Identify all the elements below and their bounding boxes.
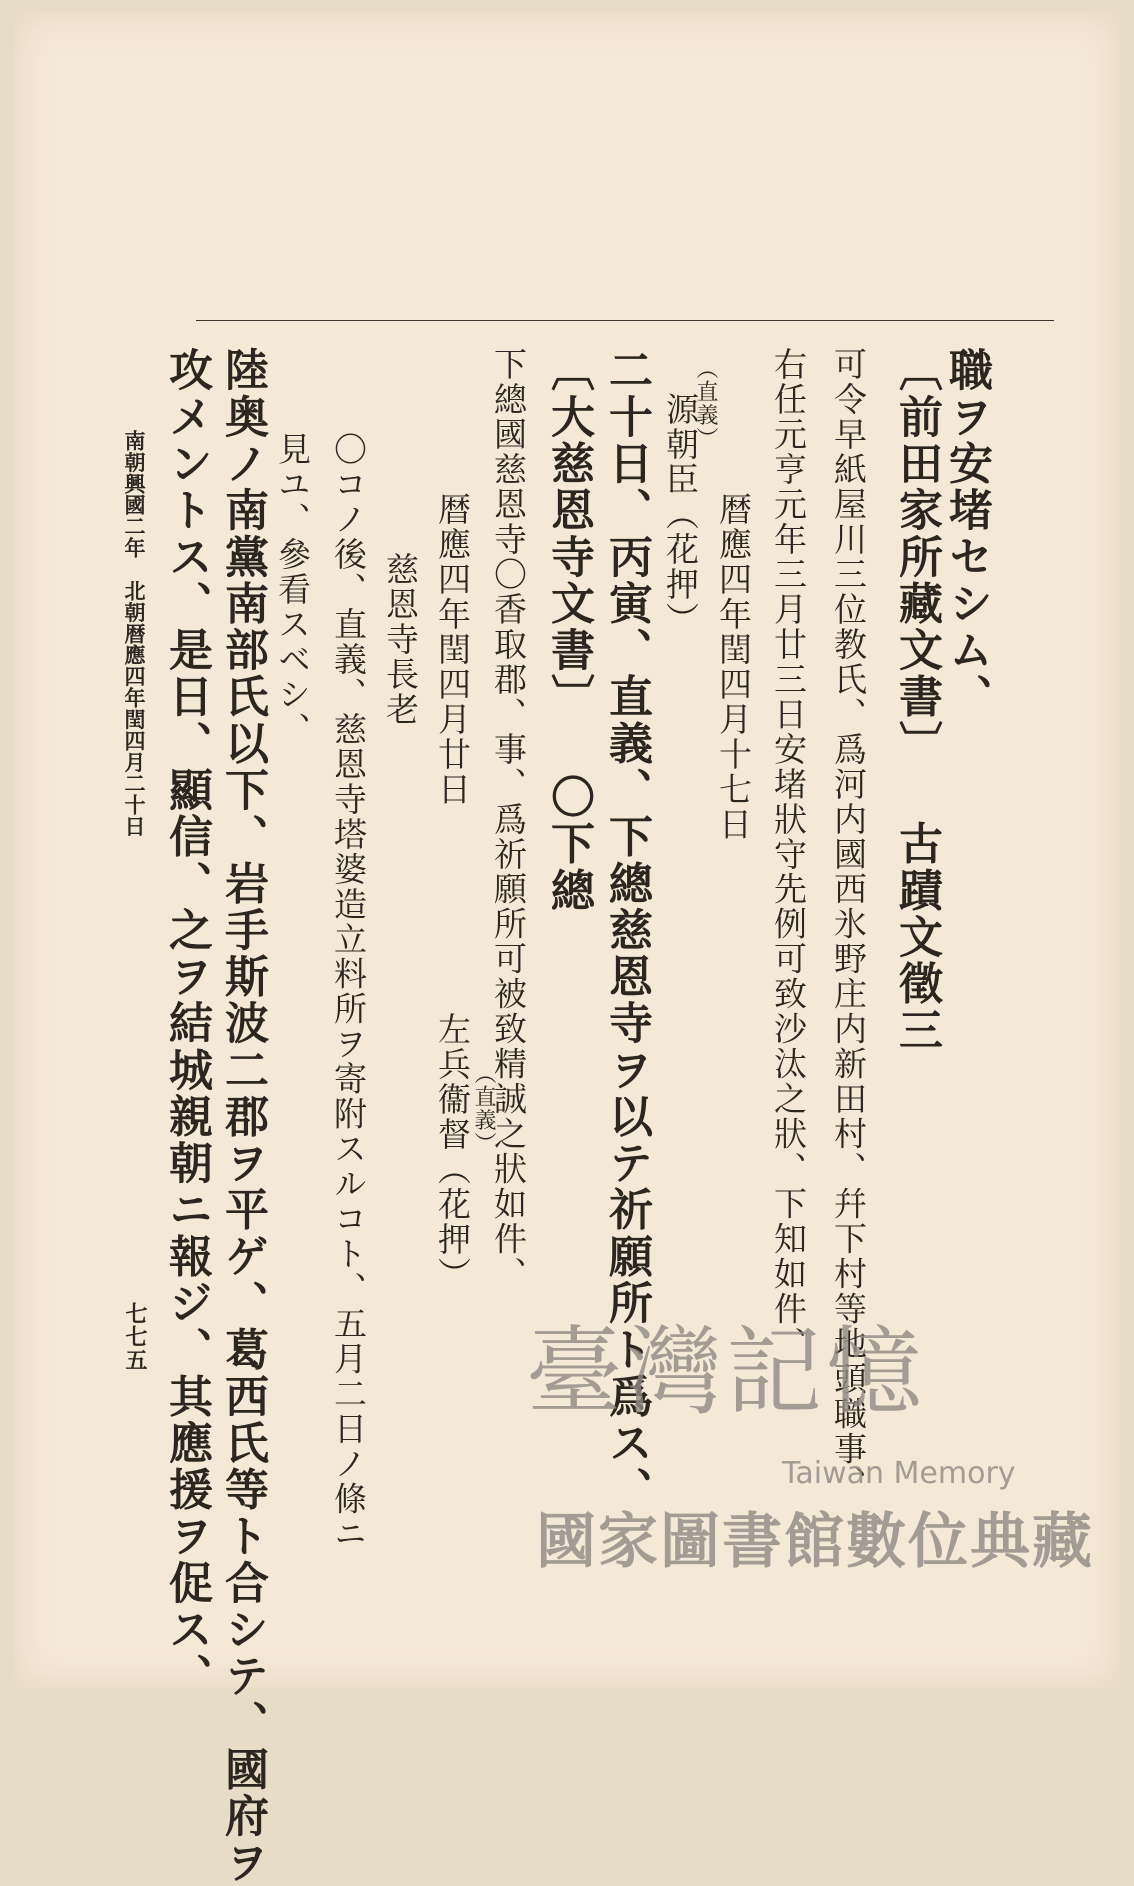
- date-line-1: 暦應四年閏四月十七日: [714, 492, 753, 842]
- text-column-3: 可令早紙屋川三位教氏、爲河内國西氷野庄内新田村、幷下村等地頭職事、: [829, 347, 868, 1502]
- running-title: 南朝興國二年 北朝暦應四年閏四月二十日: [122, 430, 147, 837]
- text-column-15: 攻メントス、是日、顯信、之ヲ結城親朝ニ報ジ、其應援ヲ促ス、: [161, 347, 212, 1700]
- editorial-note-line-2: 見ユ、參看スベシ、: [273, 432, 312, 747]
- header-rule: [196, 320, 1054, 321]
- addressee-line: 慈恩寺長老: [381, 552, 420, 727]
- signature-note-2: （直義）: [471, 1062, 496, 1156]
- text-column-7: 二十日、丙寅、直義、下總慈恩寺ヲ以テ祈願所ト爲ス、: [601, 347, 652, 1513]
- date-line-2: 暦應四年閏四月廿日: [433, 492, 472, 807]
- source-heading-maeda: 〔前田家所藏文書〕 古蹟文徵三: [891, 347, 942, 1054]
- text-column-9: 下總國慈恩寺〇香取郡、事、爲祈願所可被致精誠之狀如件、: [489, 347, 528, 1292]
- source-heading-jionji: 〔大慈恩寺文書〕 〇下總: [543, 347, 594, 914]
- page-number: 七七五: [122, 1302, 148, 1372]
- signature-note-1: （直義）: [693, 357, 718, 451]
- watermark-logo: 臺灣記憶: [526, 1316, 926, 1428]
- text-column-4: 右任元亨元年三月廿三日安堵狀守先例可致沙汰之狀、下知如件、: [769, 347, 808, 1362]
- signature-line-1: 源朝臣（花押）: [661, 392, 700, 637]
- document-page: [14, 12, 1120, 1886]
- signature-line-2: 左兵衞督（花押）: [433, 1012, 472, 1292]
- watermark-english: Taiwan Memory: [782, 1456, 1016, 1491]
- editorial-note-line-1: 〇コノ後、直義、慈恩寺塔婆造立料所ヲ寄附スルコト、五月二日ノ條ニ: [329, 432, 368, 1552]
- text-column-1: 職ヲ安堵セシム、: [941, 347, 992, 721]
- text-column-14: 陸奥ノ南黨南部氏以下、岩手斯波二郡ヲ平ゲ、葛西氏等ト合シテ、國府ヲ: [217, 347, 268, 1886]
- watermark-subtitle: 國家圖書館數位典藏: [536, 1507, 1094, 1577]
